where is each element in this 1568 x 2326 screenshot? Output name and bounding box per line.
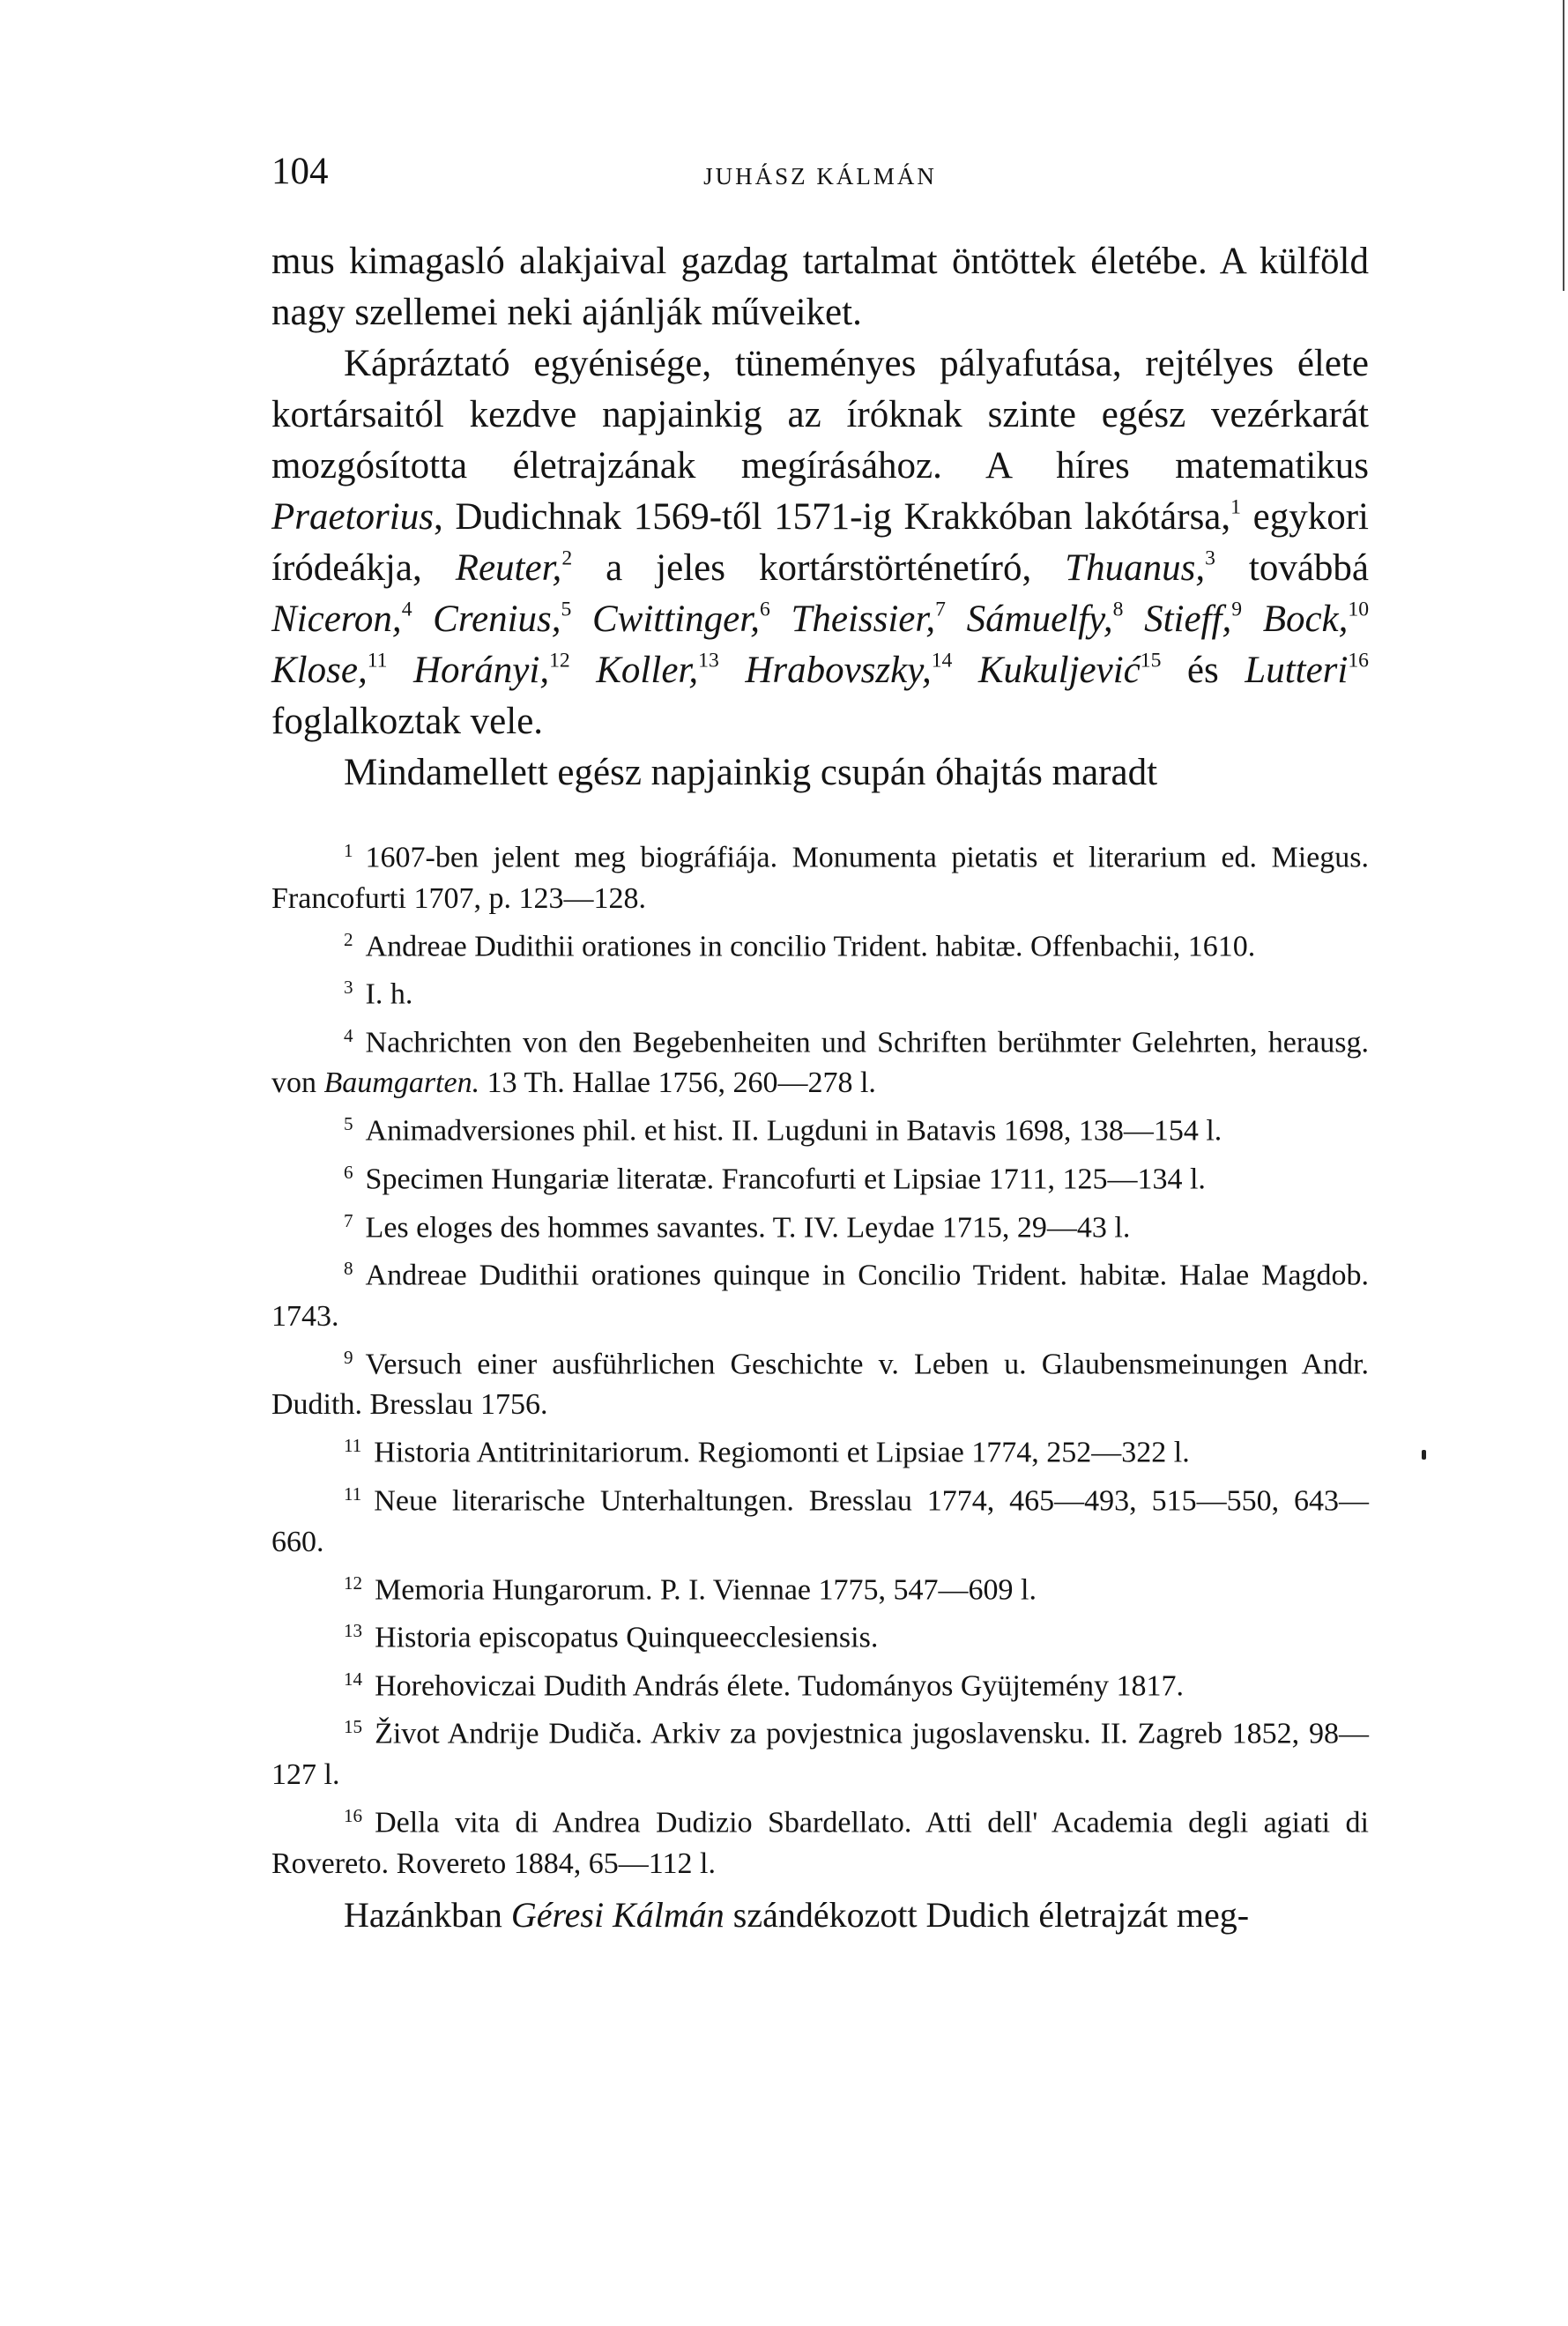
footnote-ref: 13 bbox=[698, 649, 719, 673]
footnote-ref: 9 bbox=[1231, 598, 1243, 621]
text-run: , Dudichnak 1569-től 1571-ig Krakkóban lakótársa, bbox=[433, 496, 1231, 538]
text-run: és bbox=[1161, 650, 1245, 691]
footnote-text: Andreae Dudithii orationes quinque in Concilio Trident. habitæ. Halae Magdob. 1743. bbox=[271, 1259, 1369, 1333]
text-run: egykori íródeákja, bbox=[271, 496, 1369, 589]
footnote-text: Historia Antitrinitariorum. Regiomonti et Lipsiae 1774, 252—322 l. bbox=[374, 1436, 1190, 1469]
footnote-ref: 11 bbox=[367, 649, 388, 673]
text-run: a jeles kortárstörténetíró, bbox=[572, 547, 1066, 589]
footnote-ref: 12 bbox=[549, 649, 570, 673]
footnote bbox=[271, 1659, 1369, 1707]
text-run bbox=[1123, 598, 1144, 640]
footnote-text: Versuch einer ausführlichen Geschichte v. Leben u. Glaubensmeinungen Andr. Dudith. Bresslau 1756. bbox=[271, 1348, 1369, 1422]
footnote-text: Život Andrije Dudiča. Arkiv za povjestnica jugoslavensku. II. Zagreb 1852, 98—127 l. bbox=[271, 1717, 1369, 1791]
footnote-ref: 2 bbox=[561, 546, 573, 570]
book-page bbox=[271, 150, 1369, 1939]
footnote-text: 1607-ben jelent meg biográfiája. Monumenta pietatis et literarium ed. Miegus. Francofurti 1707, p. 123—128. bbox=[271, 841, 1369, 915]
footnote-ref: 5 bbox=[561, 598, 572, 621]
footnote-text: Les eloges des hommes savantes. T. IV. Leydae 1715, 29—43 l. bbox=[365, 1211, 1131, 1245]
footnote-text: Animadversiones phil. et hist. II. Lugduni in Batavis 1698, 138—154 l. bbox=[365, 1114, 1222, 1148]
footnote bbox=[271, 919, 1369, 968]
text-run bbox=[387, 650, 413, 691]
author-name: Thuanus, bbox=[1065, 547, 1206, 589]
footnote-number: 6 bbox=[344, 1161, 353, 1183]
author-name: Klose, bbox=[271, 650, 368, 691]
footnote-ref: 16 bbox=[1348, 649, 1369, 673]
text-run bbox=[412, 598, 434, 640]
author-name: Koller, bbox=[596, 650, 699, 691]
text-run bbox=[770, 598, 791, 640]
footnote-ref: 8 bbox=[1112, 598, 1124, 621]
text-run bbox=[719, 650, 746, 691]
footnote-text: Memoria Hungarorum. P. I. Viennae 1775, 547—609 l. bbox=[375, 1573, 1037, 1607]
text-run: foglalkoztak vele. bbox=[271, 701, 544, 742]
text-run: továbbá bbox=[1215, 547, 1369, 589]
author-name: Cwittinger, bbox=[592, 598, 760, 640]
footnote-text: Specimen Hungariæ literatæ. Francofurti et Lipsiae 1711, 125—134 l. bbox=[365, 1163, 1206, 1196]
footnotes bbox=[271, 830, 1369, 1884]
footnote-ref: 4 bbox=[401, 598, 412, 621]
footnote-italic-name: Baumgarten. bbox=[323, 1066, 480, 1100]
body-text bbox=[271, 236, 1369, 799]
footnote bbox=[271, 967, 1369, 1015]
author-name: Hrabovszky, bbox=[745, 650, 932, 691]
footnote-text: Della vita di Andrea Dudizio Sbardellato. Atti dell' Academia degli agiati di Rovereto. Rovereto 1884, 65—112 l. bbox=[271, 1806, 1369, 1880]
paragraph-2 bbox=[271, 338, 1369, 747]
margin-mark bbox=[1422, 1450, 1426, 1460]
footnote-number: 9 bbox=[344, 1346, 353, 1368]
footnote-number: 4 bbox=[344, 1024, 353, 1046]
footnote-number: 2 bbox=[344, 928, 353, 950]
footnote bbox=[271, 1706, 1369, 1795]
author-name: Bock, bbox=[1262, 598, 1349, 640]
footnote-number: 3 bbox=[344, 977, 353, 999]
footnote-number: 11 bbox=[344, 1435, 362, 1457]
footnote-number: 14 bbox=[344, 1668, 363, 1690]
paragraph-1: mus kimagasló alakjaival gazdag tartalmat öntöttek életébe. A külföld nagy szellemei neki ajánlják műveiket. bbox=[271, 241, 1369, 333]
author-name: Theissier, bbox=[791, 598, 936, 640]
text-run bbox=[570, 650, 597, 691]
footnote-text: Horehoviczai Dudith András élete. Tudományos Gyüjtemény 1817. bbox=[375, 1669, 1184, 1703]
author-name: Sámuelfy, bbox=[966, 598, 1113, 640]
footnote-ref: 15 bbox=[1140, 649, 1162, 673]
footnote-ref: 1 bbox=[1230, 495, 1241, 519]
footnote-text: I. h. bbox=[365, 977, 413, 1011]
footnote bbox=[271, 1104, 1369, 1152]
author-name: Praetorius bbox=[271, 496, 434, 538]
footnote-ref: 14 bbox=[931, 649, 953, 673]
text-run: Kápráztató egyénisége, tüneményes pályafutása, rejtélyes élete kortársaitól kezdve napjainkig az íróknak szinte egész vezérkarát mozgósította életrajzának megírásához. A híres matematikus bbox=[271, 343, 1369, 487]
footnote-ref: 7 bbox=[935, 598, 946, 621]
footnote-number: 11 bbox=[344, 1483, 362, 1505]
author-name: Kukuljević bbox=[977, 650, 1141, 691]
author-name: Lutteri bbox=[1245, 650, 1349, 691]
text-run bbox=[952, 650, 978, 691]
footnote bbox=[271, 1337, 1369, 1426]
footnote bbox=[271, 1610, 1369, 1659]
page-number: 104 bbox=[271, 151, 329, 192]
footnote-number: 12 bbox=[344, 1572, 363, 1594]
footnote bbox=[271, 830, 1369, 919]
footnote-ref: 3 bbox=[1205, 546, 1215, 570]
text-run: Hazánkban bbox=[344, 1894, 511, 1935]
footnote bbox=[271, 1015, 1369, 1104]
footnote-text: Nachrichten von den Begebenheiten und Schriften berühmter Gelehrten, herausg. von bbox=[271, 1026, 1369, 1100]
footnote bbox=[271, 1425, 1369, 1474]
footnote-number: 1 bbox=[344, 840, 353, 861]
footnote bbox=[271, 1248, 1369, 1337]
text-run bbox=[1242, 598, 1263, 640]
footnote-number: 13 bbox=[344, 1620, 363, 1642]
author-name: Horányi, bbox=[413, 650, 550, 691]
footnote-text: 13 Th. Hallae 1756, 260—278 l. bbox=[479, 1066, 876, 1100]
author-name: Stieff, bbox=[1144, 598, 1232, 640]
footnote-text: Historia episcopatus Quinqueecclesiensis. bbox=[375, 1621, 879, 1654]
footnote-ref: 10 bbox=[1348, 598, 1370, 621]
footnote bbox=[271, 1474, 1369, 1563]
footnote-text: Neue literarische Unterhaltungen. Bresslau 1774, 465—493, 515—550, 643—660. bbox=[271, 1484, 1369, 1558]
footnote bbox=[271, 1795, 1369, 1884]
running-title: JUHÁSZ KÁLMÁN bbox=[703, 163, 937, 189]
footnote-number: 16 bbox=[344, 1804, 363, 1826]
text-run: szándékozott Dudich életrajzát meg- bbox=[724, 1894, 1250, 1935]
footnote-number: 5 bbox=[344, 1113, 353, 1135]
text-run bbox=[571, 598, 592, 640]
footnote bbox=[271, 1152, 1369, 1200]
footnote-text: Andreae Dudithii orationes in concilio Trident. habitæ. Offenbachii, 1610. bbox=[365, 930, 1256, 963]
footnote-ref: 6 bbox=[759, 598, 770, 621]
running-head bbox=[271, 150, 1369, 203]
footnote-number: 8 bbox=[344, 1258, 353, 1280]
text-run bbox=[946, 598, 967, 640]
footnote-number: 7 bbox=[344, 1209, 353, 1231]
footnote bbox=[271, 1563, 1369, 1611]
footnote-number: 15 bbox=[344, 1716, 363, 1738]
author-name: Géresi Kálmán bbox=[510, 1894, 725, 1935]
author-name: Niceron, bbox=[271, 598, 402, 640]
paragraph-3: Mindamellett egész napjainkig csupán óhajtás maradt bbox=[344, 752, 1158, 793]
closing-paragraph bbox=[271, 1891, 1369, 1939]
page-edge-rule bbox=[1563, 0, 1564, 291]
author-name: Reuter, bbox=[455, 547, 562, 589]
author-name: Crenius, bbox=[433, 598, 561, 640]
footnote bbox=[271, 1200, 1369, 1249]
